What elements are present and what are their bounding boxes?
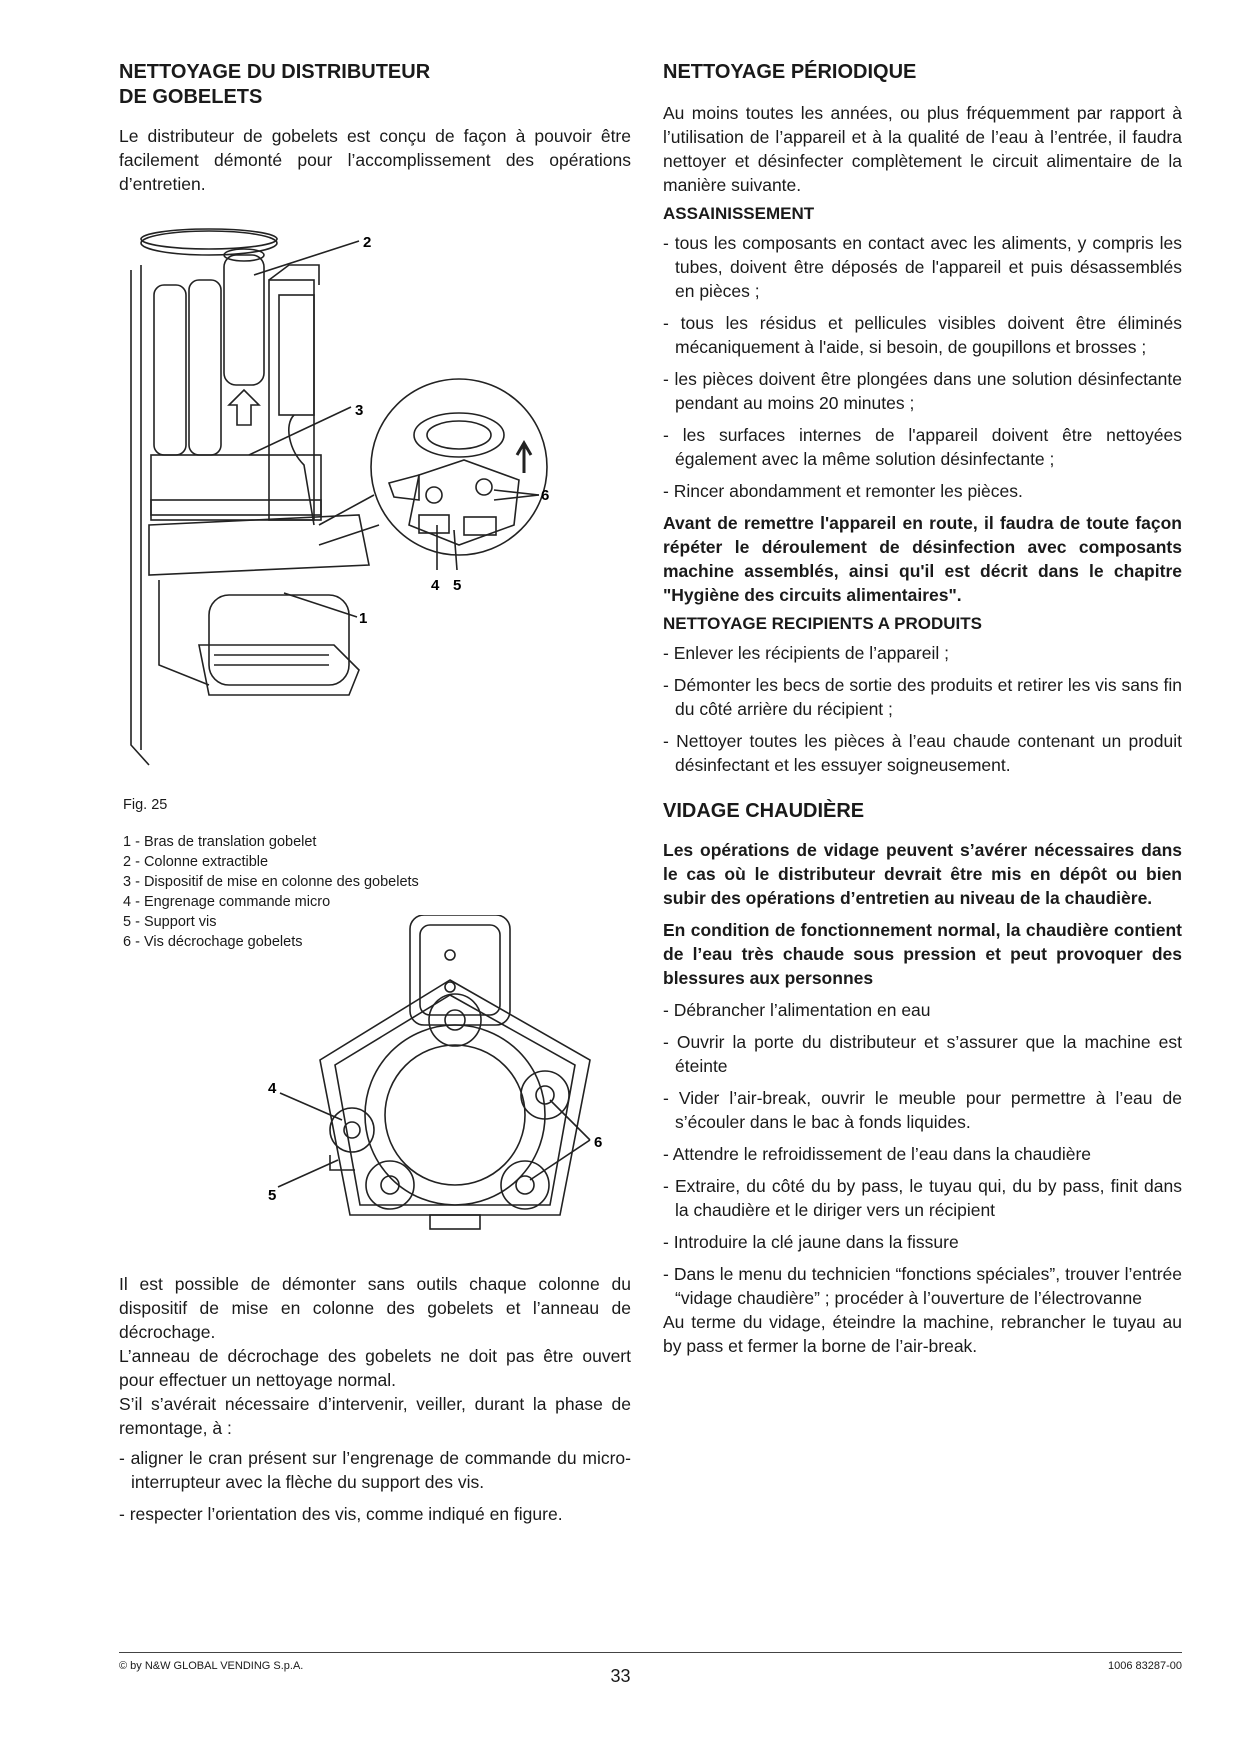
legend-item: 4 - Engrenage commande micro [123,894,331,910]
callout-1: 1 [359,610,368,627]
list-item: - Extraire, du côté du by pass, le tuyau qui, du by pass, finit dans la chaudière et le diriger vers un récipient [663,1176,1182,1220]
draining-warning: En condition de fonctionnement normal, la chaudière contient de l’eau très chaude sous pression et peut provoquer des blessures aux personnes [663,920,1182,988]
callout-2: 2 [363,234,372,251]
list-item: - aligner le cran présent sur l’engrenage de commande du micro-interrupteur avec la flèche du support des vis. [119,1448,631,1492]
legend-item: 6 - Vis décrochage gobelets [123,934,303,950]
list-item: - tous les résidus et pellicules visibles doivent être éliminés mécaniquement à l'aide, si besoin, de goupillons et brosses ; [663,313,1182,357]
callout-4-zoom: 4 [431,577,440,594]
sanitation-list [663,231,1182,503]
callout-4-ring: 4 [268,1080,277,1097]
legend-item: 3 - Dispositif de mise en colonne des gobelets [123,874,419,890]
paragraph-ring-note: L’anneau de décrochage des gobelets ne doit pas être ouvert pour effectuer un nettoyage normal. [119,1346,631,1390]
page-number: 33 [610,1666,631,1686]
legend-item: 5 - Support vis [123,914,217,930]
subtitle-product-containers: NETTOYAGE RECIPIENTS A PRODUITS [663,614,982,633]
paragraph-disassemble: Il est possible de démonter sans outils chaque colonne du dispositif de mise en colonne des gobelets et l’anneau de décrochage. [119,1274,631,1342]
list-item: - les surfaces internes de l'appareil doivent être nettoyées également avec la même solution désinfectante ; [663,425,1182,469]
left-column [119,60,631,196]
title-cup-dispenser-line2: DE GOBELETS [119,86,263,108]
draining-final: Au terme du vidage, éteindre la machine, rebrancher le tuyau au by pass et fermer la borne de l’air-break. [663,1312,1182,1356]
callout-5-zoom: 5 [453,577,462,594]
cup-dispenser-intro: Le distributeur de gobelets est conçu de façon à pouvoir être facilement démonté pour l’accomplissement des opérations d’entretien. [119,126,631,194]
callout-6-ring: 6 [594,1134,603,1151]
draining-steps [663,998,1182,1310]
title-boiler-draining: VIDAGE CHAUDIÈRE [663,800,865,822]
legend-item: 2 - Colonne extractible [123,854,269,870]
list-item: - Attendre le refroidissement de l’eau dans la chaudière [663,1144,1092,1164]
title-cup-dispenser-line1: NETTOYAGE DU DISTRIBUTEUR [119,61,431,83]
paragraph-reassembly: S’il s’avérait nécessaire d’intervenir, veiller, durant la phase de remontage, à : [119,1394,631,1438]
callout-3: 3 [355,402,364,419]
list-item: - Vider l’air-break, ouvrir le meuble pour permettre à l’eau de s’écouler dans le bac à fonds liquides. [663,1088,1182,1132]
list-item: - Rincer abondamment et remonter les pièces. [663,481,1023,501]
footer-rule [119,1652,1182,1653]
legend-item: 1 - Bras de translation gobelet [123,834,317,850]
containers-list [663,641,1182,777]
callout-6-zoom: 6 [541,487,550,504]
title-periodic-cleaning: NETTOYAGE PÉRIODIQUE [663,61,917,83]
footer-doc-code: 1006 83287-00 [1107,1660,1182,1672]
list-item: - Introduire la clé jaune dans la fissure [663,1232,959,1252]
callout-5-ring: 5 [268,1187,277,1204]
list-item: - respecter l’orientation des vis, comme indiqué en figure. [119,1504,563,1524]
draining-notice: Les opérations de vidage peuvent s’avérer nécessaires dans le cas où le distributeur devrait être mis en dépôt ou bien subir des opérations d’entretien au niveau de la chaudière. [663,840,1182,908]
list-item: - Nettoyer toutes les pièces à l’eau chaude contenant un produit désinfectant et les essuyer soigneusement. [663,731,1182,775]
list-item: - Démonter les becs de sortie des produits et retirer les vis sans fin du côté arrière du récipient ; [663,675,1182,719]
figure-caption: Fig. 25 [123,797,168,813]
subtitle-sanitation: ASSAINISSEMENT [663,204,815,223]
list-item: - Enlever les récipients de l’appareil ; [663,643,949,663]
list-item: - Ouvrir la porte du distributeur et s’assurer que la machine est éteinte [663,1032,1182,1076]
right-column [663,60,1182,1358]
list-item: - Dans le menu du technicien “fonctions spéciales”, trouver l’entrée “vidage chaudière” ; procéder à l’ouverture de l’électrovanne [663,1264,1182,1308]
list-item: - les pièces doivent être plongées dans une solution désinfectante pendant au moins 20 minutes ; [663,369,1182,413]
list-item: - tous les composants en contact avec les aliments, y compris les tubes, doivent être déposés de l'appareil et puis désassemblés en pièces ; [663,233,1182,301]
reassemble-warning: Avant de remettre l'appareil en route, il faudra de toute façon répéter le déroulement de désinfection avec composants machine assemblés, ainsi qu'il est décrit dans le chapitre "Hygiène des circuits alimentaires". [663,513,1182,605]
figure-ring-illustration [260,915,640,1245]
periodic-intro: Au moins toutes les années, ou plus fréquemment par rapport à l’utilisation de l’appareil et à la qualité de l’eau à l’entrée, il faudra nettoyer et désinfecter complètement le circuit alimentaire de la manière suivante. [663,103,1182,195]
figure-cup-column-illustration [119,225,639,785]
footer-copyright: © by N&W GLOBAL VENDING S.p.A. [119,1660,304,1672]
left-lower-text [119,1272,631,1526]
list-item: - Débrancher l’alimentation en eau [663,1000,931,1020]
